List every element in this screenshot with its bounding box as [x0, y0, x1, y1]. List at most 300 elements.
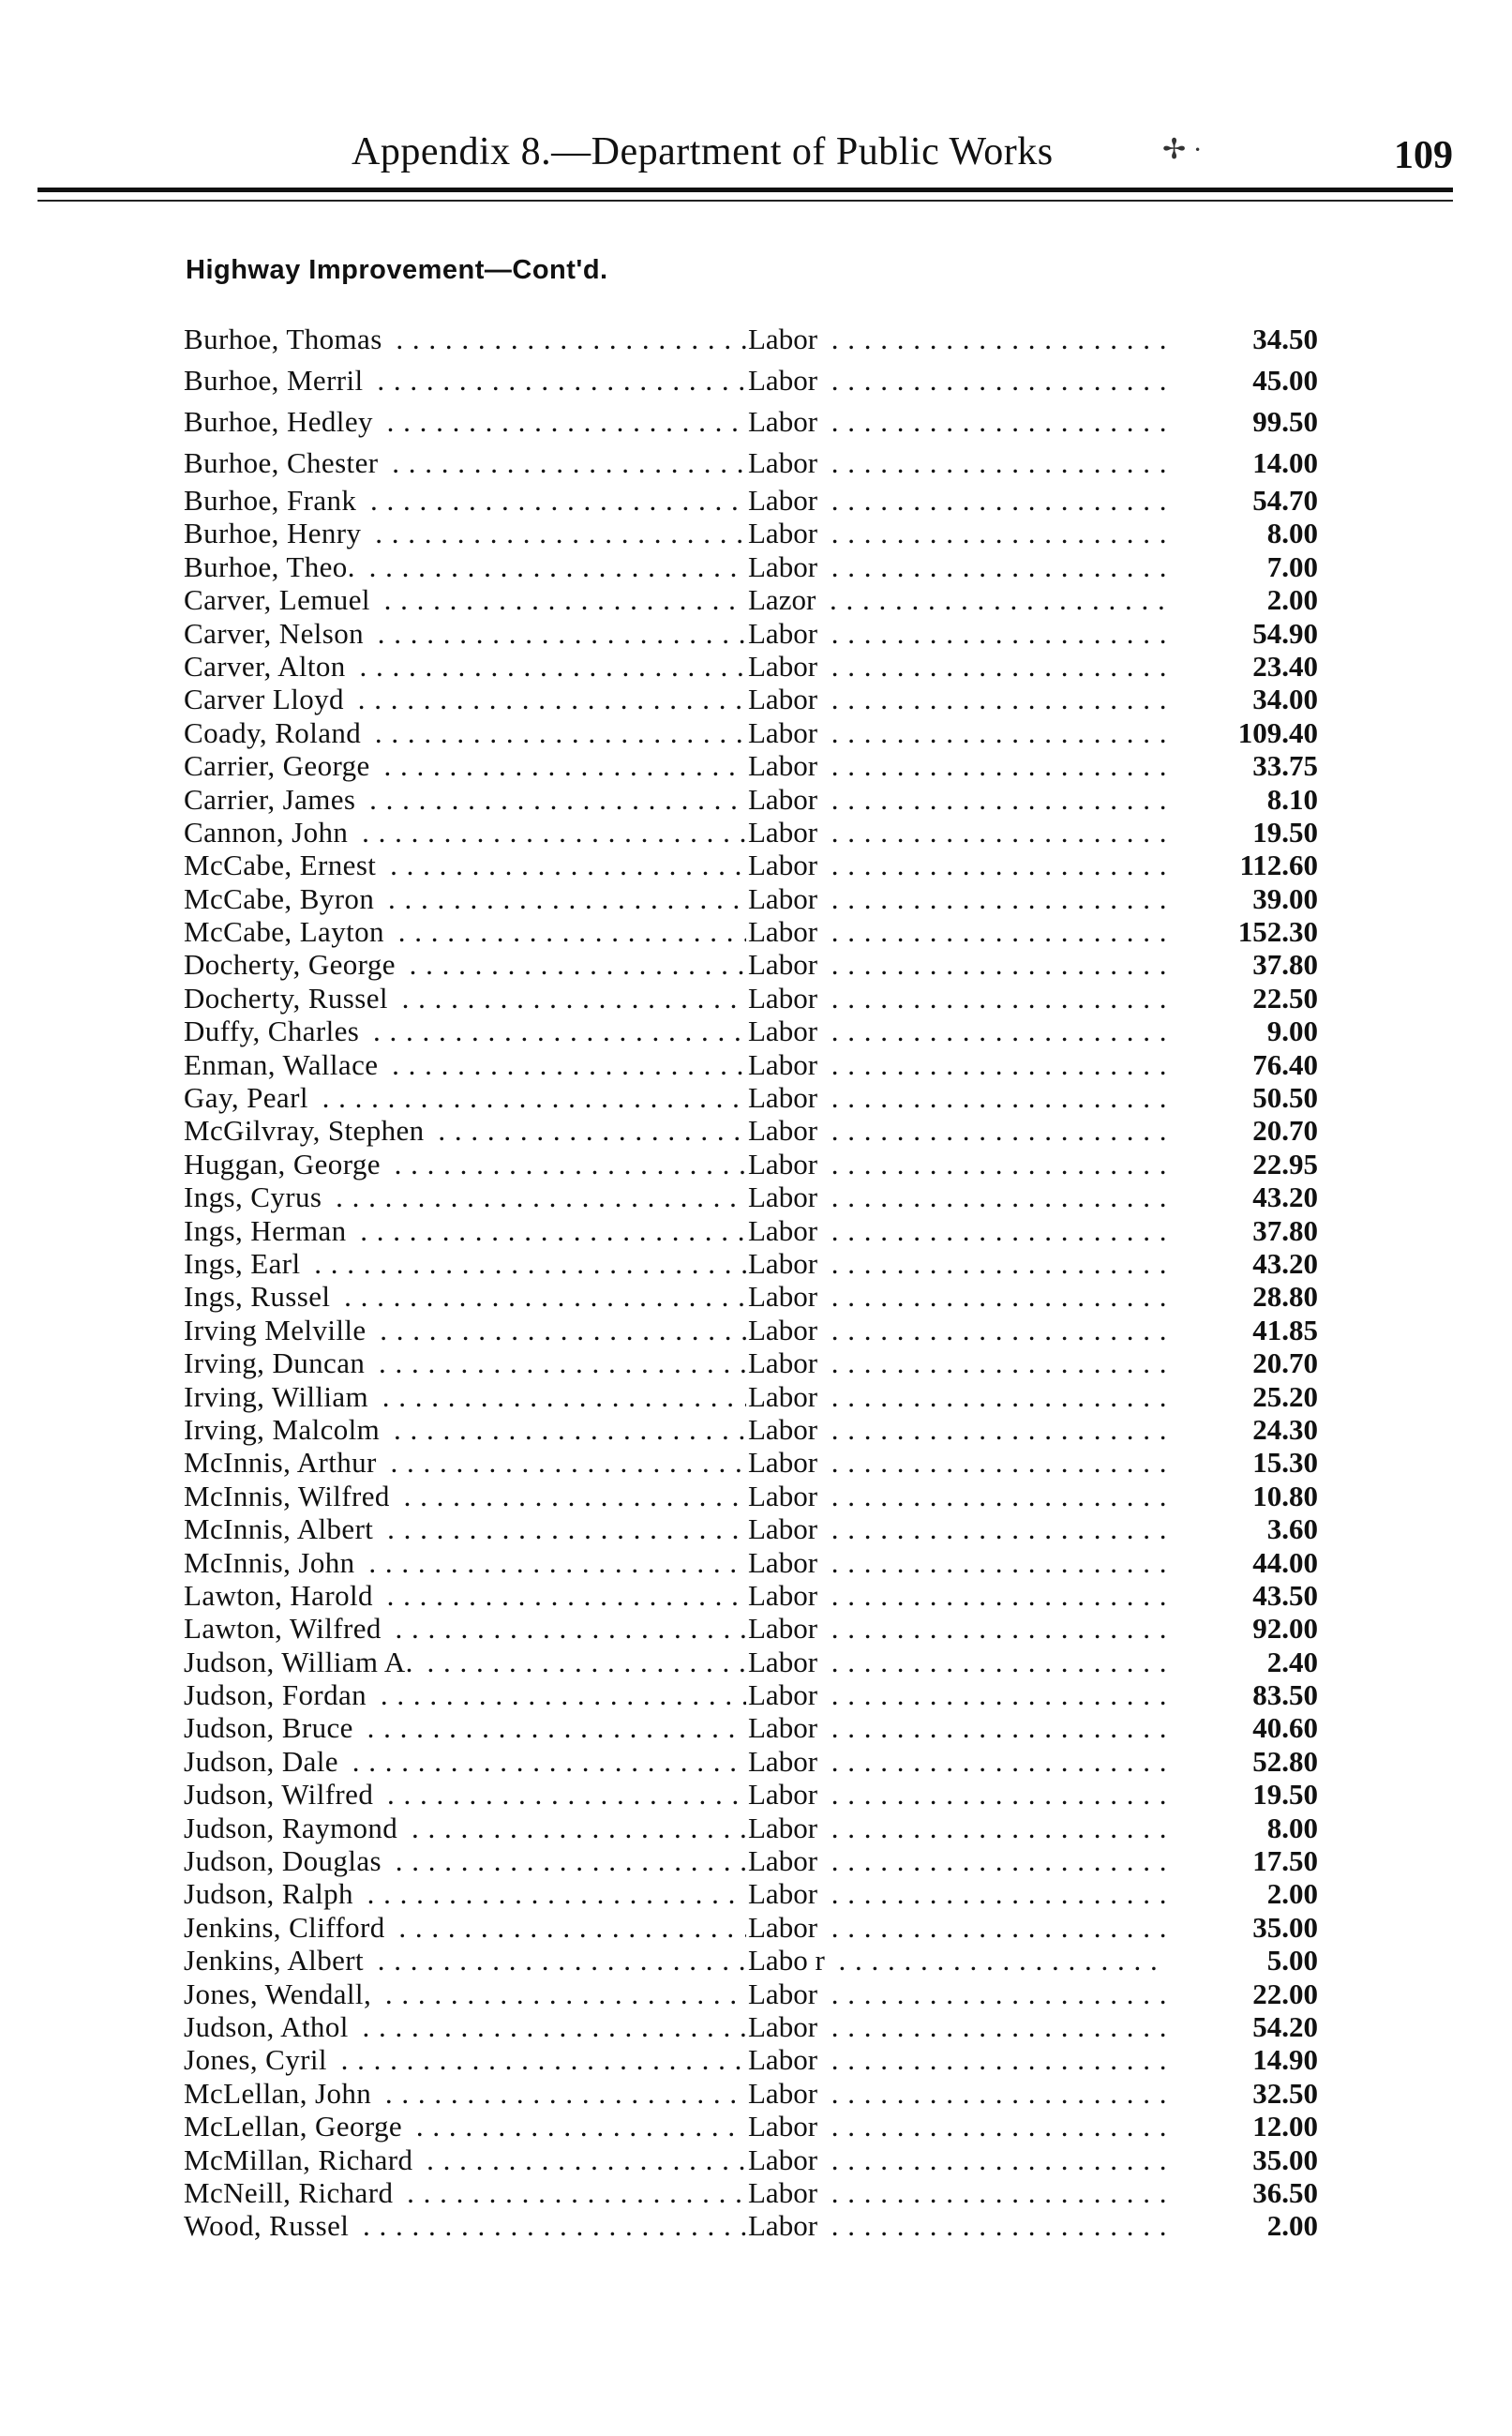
- work-type-cell: [748, 1380, 1165, 1413]
- list-item: [184, 1778, 1318, 1811]
- amount: 8.00: [1266, 517, 1318, 550]
- amount: 22.95: [1252, 1147, 1318, 1180]
- list-item: [184, 816, 1318, 849]
- list-item: [184, 783, 1318, 816]
- payee-name-cell: [184, 1646, 746, 1678]
- work-type-cell: [748, 484, 1165, 517]
- payee-name: Judson, Ralph: [184, 1877, 359, 1910]
- work-type: Labor: [748, 1579, 823, 1612]
- work-type-cell: [748, 1314, 1165, 1346]
- work-type-cell: [748, 1745, 1165, 1778]
- work-type-cell: [748, 617, 1165, 650]
- payee-name-cell: [184, 1877, 746, 1910]
- amount: 8.10: [1266, 782, 1318, 816]
- amount: 22.50: [1252, 981, 1318, 1015]
- work-type-cell: [748, 650, 1165, 683]
- work-type: Labor: [748, 1711, 823, 1744]
- work-type: Labor: [748, 2176, 823, 2209]
- payee-name: Coady, Roland: [184, 716, 367, 749]
- payee-name: Burhoe, Chester: [184, 446, 383, 479]
- amount: 35.00: [1252, 2143, 1318, 2176]
- payee-name: McInnis, Albert: [184, 1512, 379, 1545]
- work-type: Labor: [748, 1812, 823, 1844]
- work-type: Labor: [748, 364, 823, 397]
- amount: 2.00: [1266, 2209, 1318, 2243]
- list-item: [184, 1546, 1318, 1579]
- work-type-cell: [748, 1546, 1165, 1579]
- work-type: Labor: [748, 948, 823, 981]
- amount: 17.50: [1252, 1844, 1318, 1878]
- work-type: Lazor: [748, 583, 821, 616]
- work-type-cell: [748, 2176, 1165, 2209]
- payee-name: Irving, Malcolm: [184, 1413, 385, 1446]
- work-type-cell: [748, 1048, 1165, 1081]
- payee-name: McCabe, Ernest: [184, 849, 382, 881]
- work-type: Labor: [748, 1247, 823, 1280]
- amount: 44.00: [1252, 1545, 1318, 1579]
- work-type: Labor: [748, 1512, 823, 1545]
- list-item: [184, 583, 1318, 616]
- list-item: [184, 1048, 1318, 1081]
- payee-name: Lawton, Harold: [184, 1579, 379, 1612]
- payee-name: Burhoe, Theo.: [184, 550, 361, 583]
- list-item: [184, 1081, 1318, 1114]
- list-item: [184, 2176, 1318, 2209]
- payee-name-cell: [184, 948, 746, 981]
- payee-name-cell: [184, 2209, 746, 2242]
- work-type-cell: [748, 1148, 1165, 1180]
- work-type-cell: [748, 583, 1165, 616]
- work-type: Labor: [748, 1346, 823, 1379]
- payee-name-cell: [184, 1512, 746, 1545]
- payee-name: Ings, Russel: [184, 1280, 336, 1313]
- payee-name-cell: [184, 1844, 746, 1877]
- payee-name-cell: [184, 749, 746, 782]
- work-type: Labor: [748, 446, 823, 479]
- payee-name: Ings, Cyrus: [184, 1180, 327, 1213]
- payee-name: Enman, Wallace: [184, 1048, 383, 1081]
- work-type-cell: [748, 1280, 1165, 1313]
- work-type: Labor: [748, 816, 823, 849]
- amount: 34.50: [1252, 323, 1318, 355]
- list-item: [184, 1280, 1318, 1313]
- work-type-cell: [748, 683, 1165, 715]
- payee-name-cell: [184, 1314, 746, 1346]
- work-type-cell: [748, 1446, 1165, 1479]
- list-item: [184, 749, 1318, 782]
- work-type: Labor: [748, 1180, 823, 1213]
- amount: 23.40: [1252, 649, 1318, 683]
- work-type-cell: [748, 882, 1165, 915]
- header-rule-thick: [37, 188, 1453, 192]
- list-item: [184, 1579, 1318, 1612]
- work-type-cell: [748, 1346, 1165, 1379]
- payee-name: McInnis, Wilfred: [184, 1480, 396, 1512]
- payee-name-cell: [184, 550, 746, 583]
- list-item: [184, 650, 1318, 683]
- list-item: [184, 2043, 1318, 2076]
- work-type: Labor: [748, 1413, 823, 1446]
- list-item: [184, 2010, 1318, 2043]
- work-type-cell: [748, 849, 1165, 881]
- amount: 19.50: [1252, 815, 1318, 849]
- work-type-cell: [748, 319, 1165, 360]
- payee-name-cell: [184, 1612, 746, 1645]
- work-type: Labo r: [748, 1944, 831, 1977]
- work-type: Labor: [748, 1844, 823, 1877]
- payee-name-cell: [184, 1579, 746, 1612]
- payee-name-cell: [184, 982, 746, 1015]
- payee-name-cell: [184, 1678, 746, 1711]
- work-type-cell: [748, 1711, 1165, 1744]
- payee-name: Judson, Bruce: [184, 1711, 359, 1744]
- header-rule-thin: [37, 200, 1453, 202]
- list-item: [184, 319, 1318, 360]
- work-type: Labor: [748, 1877, 823, 1910]
- payee-name-cell: [184, 319, 746, 360]
- amount: 15.30: [1252, 1446, 1318, 1480]
- list-item: [184, 1480, 1318, 1512]
- amount: 25.20: [1252, 1379, 1318, 1413]
- amount: 54.20: [1252, 2009, 1318, 2043]
- payee-name-cell: [184, 1346, 746, 1379]
- work-type-cell: [748, 749, 1165, 782]
- amount: 14.90: [1252, 2043, 1318, 2077]
- page-header: [112, 129, 1453, 186]
- payee-name-cell: [184, 2043, 746, 2076]
- amount: 54.70: [1252, 484, 1318, 517]
- list-item: [184, 401, 1318, 443]
- payee-name: McLellan, George: [184, 2110, 408, 2143]
- payee-name: Judson, Wilfred: [184, 1778, 379, 1811]
- payee-name-cell: [184, 1380, 746, 1413]
- work-type: Labor: [748, 617, 823, 650]
- list-item: [184, 1446, 1318, 1479]
- amount: 52.80: [1252, 1744, 1318, 1778]
- payee-name-cell: [184, 1546, 746, 1579]
- amount: 35.00: [1252, 1910, 1318, 1944]
- payee-name: Carver, Nelson: [184, 617, 369, 650]
- amount: 45.00: [1252, 364, 1318, 397]
- payee-name-cell: [184, 517, 746, 549]
- work-type-cell: [748, 1480, 1165, 1512]
- payee-name: McCabe, Layton: [184, 915, 390, 948]
- amount: 8.00: [1266, 1811, 1318, 1844]
- payee-name: Lawton, Wilfred: [184, 1612, 387, 1645]
- amount: 2.40: [1266, 1645, 1318, 1678]
- payee-name-cell: [184, 849, 746, 881]
- payee-name-cell: [184, 484, 746, 517]
- amount: 40.60: [1252, 1711, 1318, 1745]
- payee-name-cell: [184, 1114, 746, 1147]
- list-item: [184, 443, 1318, 484]
- amount: 33.75: [1252, 749, 1318, 783]
- list-item: [184, 1247, 1318, 1280]
- work-type: Labor: [748, 783, 823, 816]
- list-item: [184, 948, 1318, 981]
- amount: 37.80: [1252, 1213, 1318, 1247]
- payee-name-cell: [184, 1812, 746, 1844]
- amount: 28.80: [1252, 1280, 1318, 1314]
- work-type-cell: [748, 401, 1165, 443]
- list-item: [184, 1844, 1318, 1877]
- amount: 41.85: [1252, 1313, 1318, 1346]
- work-type: Labor: [748, 982, 823, 1015]
- work-type-cell: [748, 1877, 1165, 1910]
- list-item: [184, 2110, 1318, 2143]
- amount: 34.00: [1252, 683, 1318, 716]
- payee-name: Irving, William: [184, 1380, 374, 1413]
- work-type-cell: [748, 783, 1165, 816]
- payee-name-cell: [184, 882, 746, 915]
- payee-name: Carver, Lemuel: [184, 583, 376, 616]
- list-item: [184, 716, 1318, 749]
- amount: 32.50: [1252, 2076, 1318, 2110]
- work-type: Labor: [748, 1546, 823, 1579]
- work-type-cell: [748, 1646, 1165, 1678]
- work-type: Labor: [748, 1977, 823, 2010]
- payee-name: McCabe, Byron: [184, 882, 380, 915]
- payee-name: Jenkins, Clifford: [184, 1911, 391, 1944]
- work-type-cell: [748, 2043, 1165, 2076]
- list-item: [184, 1314, 1318, 1346]
- payee-name-cell: [184, 1745, 746, 1778]
- work-type-cell: [748, 1512, 1165, 1545]
- work-type-cell: [748, 550, 1165, 583]
- payee-name: Judson, Fordan: [184, 1678, 372, 1711]
- list-item: [184, 1214, 1318, 1247]
- payee-name: Irving, Duncan: [184, 1346, 370, 1379]
- payee-name: Burhoe, Thomas: [184, 323, 388, 355]
- amount: 152.30: [1237, 915, 1318, 949]
- work-type: Labor: [748, 517, 823, 549]
- payee-name: Duffy, Charles: [184, 1015, 365, 1047]
- list-item: [184, 1877, 1318, 1910]
- work-type: Labor: [748, 550, 823, 583]
- payee-name-cell: [184, 783, 746, 816]
- work-type-cell: [748, 2077, 1165, 2110]
- list-item: [184, 1977, 1318, 2010]
- payee-name: McInnis, Arthur: [184, 1446, 382, 1479]
- work-type: Labor: [748, 323, 823, 355]
- list-item: [184, 517, 1318, 549]
- work-type: Labor: [748, 1911, 823, 1944]
- list-item: [184, 1612, 1318, 1645]
- work-type-cell: [748, 1944, 1165, 1977]
- payee-name: Jones, Wendall,: [184, 1977, 377, 2010]
- payee-name: Burhoe, Merril: [184, 364, 369, 397]
- amount: 20.70: [1252, 1114, 1318, 1148]
- payee-name-cell: [184, 617, 746, 650]
- work-type-cell: [748, 716, 1165, 749]
- work-type: Labor: [748, 882, 823, 915]
- amount: 14.00: [1252, 446, 1318, 479]
- payee-name: Burhoe, Henry: [184, 517, 367, 549]
- work-type: Labor: [748, 2077, 823, 2110]
- list-item: [184, 2143, 1318, 2176]
- payroll-list: [184, 319, 1318, 2243]
- list-item: [184, 1711, 1318, 1744]
- payee-name: McNeill, Richard: [184, 2176, 398, 2209]
- work-type-cell: [748, 816, 1165, 849]
- payee-name: Burhoe, Frank: [184, 484, 362, 517]
- payee-name: Ings, Earl: [184, 1247, 307, 1280]
- work-type: Labor: [748, 2209, 823, 2242]
- list-item: [184, 1148, 1318, 1180]
- amount: 83.50: [1252, 1678, 1318, 1712]
- work-type: Labor: [748, 749, 823, 782]
- work-type: Labor: [748, 1380, 823, 1413]
- page-title: Appendix 8.—Department of Public Works: [352, 130, 1054, 173]
- payee-name-cell: [184, 816, 746, 849]
- work-type-cell: [748, 1977, 1165, 2010]
- amount: 9.00: [1266, 1015, 1318, 1048]
- work-type-cell: [748, 2110, 1165, 2143]
- list-item: [184, 550, 1318, 583]
- work-type-cell: [748, 982, 1165, 1015]
- work-type: Labor: [748, 2010, 823, 2043]
- payee-name-cell: [184, 2110, 746, 2143]
- payee-name: McMillan, Richard: [184, 2143, 418, 2176]
- amount: 36.50: [1252, 2175, 1318, 2209]
- amount: 76.40: [1252, 1047, 1318, 1081]
- work-type: Labor: [748, 1446, 823, 1479]
- amount: 22.00: [1252, 1977, 1318, 2010]
- list-item: [184, 1015, 1318, 1047]
- payee-name: Docherty, George: [184, 948, 401, 981]
- payee-name-cell: [184, 1711, 746, 1744]
- work-type: Labor: [748, 1678, 823, 1711]
- list-item: [184, 882, 1318, 915]
- list-item: [184, 617, 1318, 650]
- list-item: [184, 1180, 1318, 1213]
- amount: 112.60: [1239, 849, 1318, 882]
- list-item: [184, 1745, 1318, 1778]
- payee-name: Carver Lloyd: [184, 683, 350, 715]
- work-type: Labor: [748, 405, 823, 438]
- amount: 37.80: [1252, 948, 1318, 982]
- work-type: Labor: [748, 1745, 823, 1778]
- work-type-cell: [748, 1015, 1165, 1047]
- work-type-cell: [748, 1911, 1165, 1944]
- payee-name: Carrier, George: [184, 749, 376, 782]
- payee-name-cell: [184, 1480, 746, 1512]
- payee-name: McLellan, John: [184, 2077, 377, 2110]
- amount: 109.40: [1237, 715, 1318, 749]
- payee-name-cell: [184, 2176, 746, 2209]
- list-item: [184, 2077, 1318, 2110]
- work-type-cell: [748, 1413, 1165, 1446]
- payee-name-cell: [184, 1944, 746, 1977]
- list-item: [184, 1911, 1318, 1944]
- payee-name: Cannon, John: [184, 816, 353, 849]
- payee-name-cell: [184, 583, 746, 616]
- payee-name: Carrier, James: [184, 783, 361, 816]
- work-type-cell: [748, 1612, 1165, 1645]
- payee-name: Judson, Dale: [184, 1745, 344, 1778]
- amount: 3.60: [1266, 1512, 1318, 1546]
- work-type-cell: [748, 1180, 1165, 1213]
- payee-name-cell: [184, 1247, 746, 1280]
- payee-name-cell: [184, 2077, 746, 2110]
- list-item: [184, 2209, 1318, 2242]
- amount: 2.00: [1266, 583, 1318, 617]
- payee-name-cell: [184, 716, 746, 749]
- amount: 43.50: [1252, 1578, 1318, 1612]
- payee-name-cell: [184, 1015, 746, 1047]
- work-type-cell: [748, 360, 1165, 401]
- payee-name-cell: [184, 1778, 746, 1811]
- amount: 43.20: [1252, 1180, 1318, 1214]
- amount: 92.00: [1252, 1612, 1318, 1646]
- list-item: [184, 360, 1318, 401]
- work-type: Labor: [748, 1081, 823, 1114]
- amount: 50.50: [1252, 1081, 1318, 1115]
- work-type: Labor: [748, 1778, 823, 1811]
- work-type-cell: [748, 1844, 1165, 1877]
- list-item: [184, 915, 1318, 948]
- payee-name-cell: [184, 1977, 746, 2010]
- payee-name-cell: [184, 2010, 746, 2043]
- payee-name: Judson, Athol: [184, 2010, 354, 2043]
- amount: 12.00: [1252, 2110, 1318, 2143]
- print-mark-icon: ✢ ·: [1162, 134, 1203, 165]
- work-type: Labor: [748, 1314, 823, 1346]
- work-type: Labor: [748, 2043, 823, 2076]
- work-type-cell: [748, 1114, 1165, 1147]
- work-type-cell: [748, 1812, 1165, 1844]
- work-type-cell: [748, 948, 1165, 981]
- list-item: [184, 1646, 1318, 1678]
- payee-name-cell: [184, 915, 746, 948]
- work-type: Labor: [748, 1214, 823, 1247]
- work-type: Labor: [748, 2110, 823, 2143]
- list-item: [184, 1413, 1318, 1446]
- work-type: Labor: [748, 1646, 823, 1678]
- payee-name: McGilvray, Stephen: [184, 1114, 430, 1147]
- list-item: [184, 1512, 1318, 1545]
- payee-name: Wood, Russel: [184, 2209, 354, 2242]
- payee-name: Huggan, George: [184, 1148, 386, 1180]
- payee-name-cell: [184, 1180, 746, 1213]
- payee-name-cell: [184, 360, 746, 401]
- payee-name: Ings, Herman: [184, 1214, 352, 1247]
- payee-name-cell: [184, 2143, 746, 2176]
- work-type: Labor: [748, 1148, 823, 1180]
- payee-name: Judson, Raymond: [184, 1812, 403, 1844]
- work-type-cell: [748, 1778, 1165, 1811]
- work-type: Labor: [748, 683, 823, 715]
- payee-name-cell: [184, 1413, 746, 1446]
- payee-name-cell: [184, 1048, 746, 1081]
- payee-name: McInnis, John: [184, 1546, 361, 1579]
- work-type: Labor: [748, 849, 823, 881]
- work-type-cell: [748, 1678, 1165, 1711]
- payee-name-cell: [184, 1911, 746, 1944]
- work-type: Labor: [748, 915, 823, 948]
- section-heading: Highway Improvement—Cont'd.: [186, 255, 608, 285]
- amount: 20.70: [1252, 1346, 1318, 1380]
- payee-name: Carver, Alton: [184, 650, 352, 683]
- payee-name: Gay, Pearl: [184, 1081, 314, 1114]
- payee-name: Docherty, Russel: [184, 982, 394, 1015]
- work-type: Labor: [748, 1048, 823, 1081]
- page-number: 109: [1394, 134, 1453, 177]
- payee-name: Judson, William A.: [184, 1646, 419, 1678]
- work-type-cell: [748, 2143, 1165, 2176]
- payee-name-cell: [184, 1081, 746, 1114]
- work-type: Labor: [748, 484, 823, 517]
